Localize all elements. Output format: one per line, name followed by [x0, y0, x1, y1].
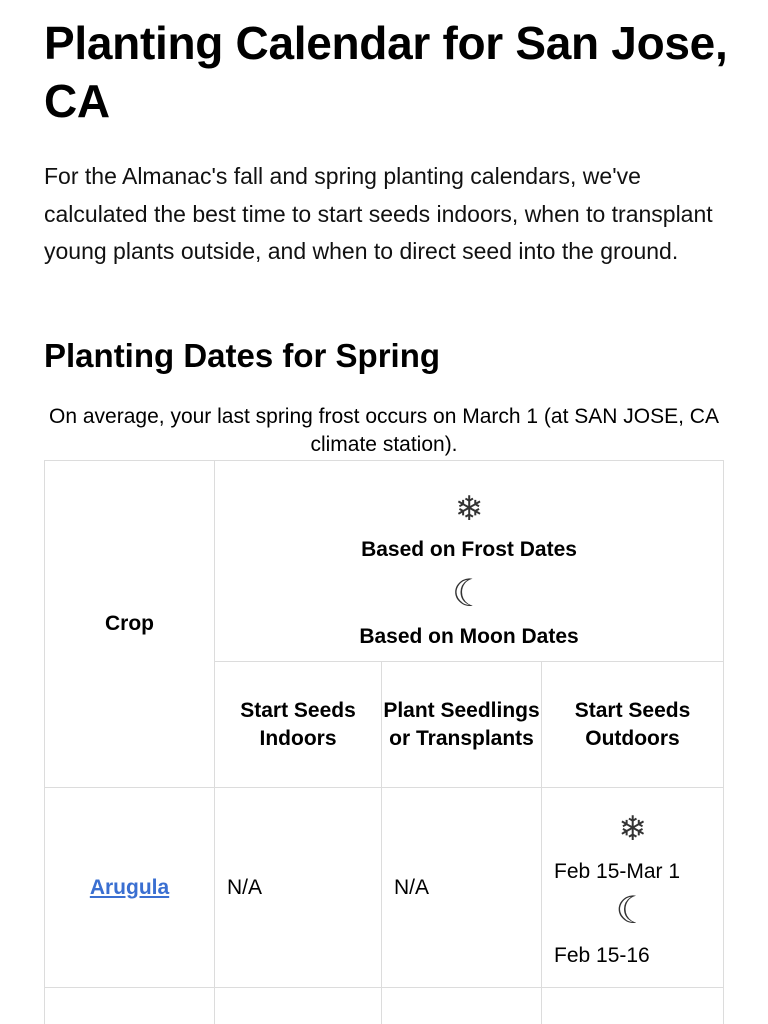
moon-icon: ☾ — [451, 573, 487, 615]
snowflake-icon: ❄ — [618, 809, 647, 848]
date-basis-header — [215, 461, 724, 662]
outdoors-column-header: Start Seeds Outdoors — [542, 662, 724, 788]
outdoors-frost-dates: Feb 15-Mar 1 — [554, 859, 681, 883]
table-header-row — [45, 461, 724, 662]
page-title: Planting Calendar for San Jose, CA — [44, 17, 728, 127]
frost-note: On average, your last spring frost occurs on March 1 (at SAN JOSE, CA climate station). — [49, 405, 719, 456]
crop-cell — [45, 788, 215, 988]
outdoors-moon-dates: Feb 15-16 — [554, 943, 650, 967]
indoors-cell: N/A — [215, 788, 382, 988]
indoors-column-header: Start Seeds Indoors — [215, 662, 382, 788]
snowflake-icon: ❄ — [454, 489, 484, 528]
table-row — [45, 788, 724, 988]
moon-icon: ☾ — [615, 889, 650, 932]
frost-dates-label: Based on Frost Dates — [361, 537, 577, 561]
outdoors-cell — [542, 788, 724, 988]
section-title: Planting Dates for Spring — [44, 337, 441, 374]
table-row — [45, 988, 724, 1024]
intro-paragraph: For the Almanac's fall and spring planting calendars, we've calculated the best time to start seeds indoors, when to transplant young plants outside, and when to direct seed into the ground. — [44, 163, 713, 264]
crop-column-header: Crop — [45, 461, 215, 788]
next-row-cell — [215, 988, 382, 1024]
next-row-cell — [542, 988, 724, 1024]
planting-calendar-table — [44, 460, 724, 1024]
next-row-cell — [382, 988, 542, 1024]
crop-link-arugula[interactable]: Arugula — [89, 875, 170, 899]
transplants-cell: N/A — [382, 788, 542, 988]
next-row-cell — [45, 988, 215, 1024]
moon-dates-label: Based on Moon Dates — [359, 625, 579, 648]
transplants-column-header: Plant Seedlings or Transplants — [382, 662, 542, 788]
